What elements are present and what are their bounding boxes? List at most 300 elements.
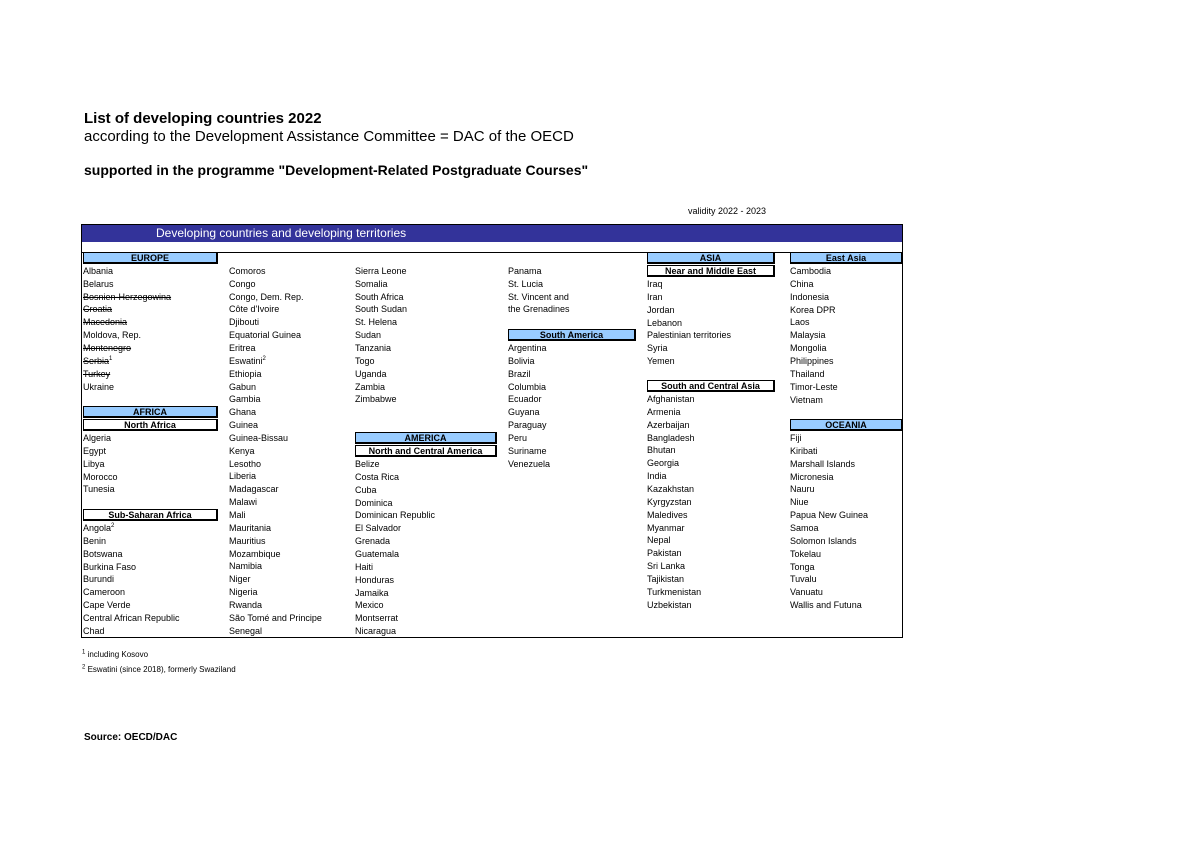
- list-item: St. Vincent and: [508, 291, 569, 302]
- list-item: [647, 304, 675, 317]
- country-name: Turkey: [83, 368, 111, 379]
- list-item: [647, 444, 676, 457]
- country-name: Malawi: [229, 497, 258, 508]
- country-name: Columbia: [508, 381, 547, 392]
- list-item: [83, 303, 112, 316]
- country-name: Uganda: [355, 368, 387, 379]
- list-item: [229, 265, 266, 278]
- list-item: [790, 304, 836, 317]
- list-item: [790, 483, 815, 496]
- list-item: [790, 265, 831, 278]
- country-name: Cape Verde: [83, 600, 131, 611]
- subregion-header-sub-saharan-africa: Sub-Saharan Africa: [83, 509, 218, 521]
- country-name: Lesotho: [229, 458, 262, 469]
- country-name: Sudan: [355, 330, 382, 341]
- country-name: Tuvalu: [790, 574, 817, 585]
- country-name: Burkina Faso: [83, 561, 137, 572]
- list-item: [83, 355, 112, 368]
- list-item: [647, 278, 663, 291]
- list-item: [355, 497, 393, 510]
- list-item: [83, 625, 105, 638]
- list-item: [647, 586, 701, 599]
- list-item: [229, 342, 256, 355]
- list-item: [790, 394, 823, 407]
- country-name: Uzbekistan: [647, 599, 692, 610]
- country-name: Maledives: [647, 509, 688, 520]
- country-name: Ukraine: [83, 381, 115, 392]
- list-item: [508, 458, 550, 471]
- programme-line: supported in the programme "Development-Related Postgraduate Courses": [84, 162, 589, 178]
- list-item: [647, 509, 688, 522]
- country-name: Thailand: [790, 368, 825, 379]
- country-name: Guatemala: [355, 548, 400, 559]
- country-name: Morocco: [83, 471, 118, 482]
- country-name: Benin: [83, 535, 107, 546]
- region-header-africa: AFRICA: [83, 406, 218, 418]
- list-item: [790, 586, 823, 599]
- country-name: South Africa: [355, 291, 404, 302]
- country-name: Guyana: [508, 407, 540, 418]
- list-item: [790, 522, 819, 535]
- country-name: Brazil: [508, 368, 531, 379]
- list-item: [790, 355, 834, 368]
- country-name: Belarus: [83, 278, 114, 289]
- list-item: [355, 381, 385, 394]
- subregion-header-north-central-america: North and Central America: [355, 445, 497, 457]
- subregion-header-north-africa: North Africa: [83, 419, 218, 431]
- list-item: St. Lucia: [508, 278, 544, 289]
- list-item: [790, 291, 829, 304]
- document-subtitle: according to the Development Assistance Committee = DAC of the OECD: [84, 128, 574, 145]
- country-name: Mauritania: [229, 522, 272, 533]
- list-item: [355, 599, 384, 612]
- country-name: Senegal: [229, 625, 263, 636]
- country-name: El Salvador: [355, 523, 402, 534]
- list-item: [83, 548, 123, 561]
- country-name: Bosnien-Herzegowina: [83, 291, 172, 302]
- list-item: [647, 534, 671, 547]
- country-name: Madagascar: [229, 484, 279, 495]
- list-item: [83, 535, 106, 548]
- list-item: [647, 573, 684, 586]
- list-item: [508, 381, 546, 394]
- region-header-america: AMERICA: [355, 432, 497, 444]
- country-name: Zambia: [355, 381, 386, 392]
- country-name: Botswana: [83, 548, 123, 559]
- list-item: [83, 265, 113, 278]
- list-item: [355, 535, 390, 548]
- list-item: [229, 303, 279, 316]
- country-name: Kyrgyzstan: [647, 496, 692, 507]
- region-header-oceania: OCEANIA: [790, 419, 903, 431]
- list-item: [229, 419, 258, 432]
- country-name: Mozambique: [229, 548, 281, 559]
- list-item: [229, 535, 266, 548]
- country-name: Serbia: [83, 355, 110, 366]
- country-name: Cambodia: [790, 266, 832, 276]
- list-item: [83, 342, 131, 355]
- country-name: Peru: [508, 432, 528, 443]
- country-name: Mauritius: [229, 535, 266, 546]
- list-item: [83, 316, 127, 329]
- country-name: Paraguay: [508, 420, 547, 431]
- list-item: [790, 278, 814, 291]
- country-name: Suriname: [508, 445, 547, 456]
- list-item: [647, 560, 685, 573]
- country-name: Kiribati: [790, 445, 818, 456]
- country-name: Korea DPR: [790, 304, 836, 315]
- country-name: São Tomé and Principe: [229, 612, 322, 623]
- list-item: [647, 599, 692, 612]
- list-item: [355, 355, 375, 368]
- table-banner: Developing countries and developing territories: [82, 225, 902, 242]
- validity-note: validity 2022 - 2023: [688, 206, 767, 216]
- country-name: Cuba: [355, 484, 377, 495]
- country-name: Grenada: [355, 536, 391, 547]
- country-name: Gambia: [229, 394, 261, 405]
- list-item: [229, 432, 288, 445]
- list-item: [83, 561, 136, 574]
- country-name: Armenia: [647, 406, 681, 417]
- list-item: [790, 496, 809, 509]
- country-name: Central African Republic: [83, 612, 180, 623]
- list-item: [790, 548, 821, 561]
- list-item: [647, 291, 663, 304]
- country-name: Solomon Islands: [790, 535, 857, 546]
- country-name: Vietnam: [790, 394, 823, 405]
- country-name: Congo: [229, 278, 256, 289]
- country-name: Libya: [83, 458, 105, 469]
- footnote-mark: 2: [82, 664, 86, 671]
- country-name: Ghana: [229, 407, 257, 418]
- country-name: Liberia: [229, 471, 257, 482]
- list-item: [229, 496, 257, 509]
- country-name: Rwanda: [229, 599, 263, 610]
- country-name: Honduras: [355, 574, 395, 585]
- list-item: [83, 458, 105, 471]
- country-name: Nauru: [790, 484, 815, 495]
- list-item: [355, 574, 394, 587]
- list-item: [647, 483, 694, 496]
- list-item: the Grenadines: [508, 304, 570, 315]
- list-item: [790, 381, 838, 394]
- list-item: [508, 419, 547, 432]
- list-item: [83, 432, 111, 445]
- list-item: [790, 316, 810, 329]
- country-name: Argentina: [508, 343, 547, 353]
- country-name: Timor-Leste: [790, 381, 838, 392]
- footnote-ref: 1: [109, 355, 113, 362]
- country-name: Vanuatu: [790, 587, 823, 598]
- subregion-header-south-central-asia: South and Central Asia: [647, 380, 775, 392]
- list-item: [790, 561, 815, 574]
- list-item: [647, 329, 731, 342]
- country-name: Eswatini: [229, 355, 263, 366]
- country-name: Nigeria: [229, 587, 258, 598]
- list-item: [229, 548, 281, 561]
- country-name: Moldova, Rep.: [83, 330, 142, 341]
- list-item: [647, 419, 690, 432]
- country-name: Congo, Dem. Rep.: [229, 291, 304, 302]
- list-item: [355, 278, 388, 291]
- country-name: Equatorial Guinea: [229, 330, 302, 341]
- list-item: [790, 432, 802, 445]
- country-name: Nepal: [647, 535, 671, 546]
- list-item: [83, 522, 114, 535]
- subregion-header-south-america: South America: [508, 329, 636, 341]
- list-item: [790, 458, 855, 471]
- list-item: [647, 496, 692, 509]
- list-item: [229, 368, 262, 381]
- country-name: Gabun: [229, 381, 257, 392]
- list-item: [647, 393, 695, 406]
- list-item: [355, 368, 387, 381]
- country-name: Niger: [229, 574, 251, 585]
- footnote-1: [82, 650, 148, 659]
- country-name: Montenegro: [83, 342, 132, 353]
- list-item: [790, 368, 825, 381]
- region-header-east-asia: East Asia: [790, 252, 903, 264]
- list-item: [790, 573, 817, 586]
- country-name: Albania: [83, 265, 114, 276]
- country-name: St. Helena: [355, 317, 398, 328]
- country-name: Sierra Leone: [355, 265, 407, 276]
- list-item: [83, 471, 118, 484]
- list-item: [229, 316, 259, 329]
- country-name: Kazakhstan: [647, 483, 695, 494]
- footnote-mark: 1: [82, 649, 86, 656]
- list-item: [508, 406, 540, 419]
- country-name: Samoa: [790, 522, 819, 533]
- country-name: Burundi: [83, 574, 115, 585]
- country-name: Somalia: [355, 278, 388, 289]
- list-item: [355, 509, 435, 522]
- footnote-text: Eswatini (since 2018), formerly Swaziland: [87, 665, 236, 674]
- country-name: Mali: [229, 510, 246, 520]
- list-item: [83, 381, 114, 394]
- list-item: [355, 265, 407, 278]
- country-name: Eritrea: [229, 342, 256, 353]
- list-item: [83, 483, 115, 496]
- country-name: Montserrat: [355, 613, 399, 624]
- country-name: Côte d'Ivoire: [229, 304, 280, 315]
- country-name: Bolivia: [508, 355, 535, 366]
- list-item: [355, 303, 407, 316]
- country-name: Iran: [647, 291, 663, 302]
- list-item: [229, 625, 262, 638]
- list-item: [790, 329, 826, 342]
- list-item: [790, 445, 818, 458]
- country-name: Wallis and Futuna: [790, 600, 862, 611]
- country-name: Malaysia: [790, 330, 826, 341]
- list-item: [508, 355, 535, 368]
- list-item: [83, 573, 114, 586]
- country-name: Tajikistan: [647, 573, 685, 584]
- list-item: [508, 368, 531, 381]
- subregion-header-near-middle-east: Near and Middle East: [647, 265, 775, 277]
- country-name: Sri Lanka: [647, 561, 686, 572]
- region-header-asia: ASIA: [647, 252, 775, 264]
- list-item: [647, 457, 679, 470]
- list-item: [229, 458, 261, 471]
- list-item: [355, 612, 398, 625]
- country-name: Togo: [355, 355, 375, 366]
- country-name: Nicaragua: [355, 626, 397, 637]
- country-name: Afghanistan: [647, 394, 695, 404]
- list-item: [355, 329, 381, 342]
- country-name: Guinea-Bissau: [229, 432, 289, 443]
- list-item: [229, 393, 261, 406]
- country-name: Mongolia: [790, 343, 827, 354]
- list-item: [508, 393, 542, 406]
- country-name: Syria: [647, 343, 668, 354]
- country-name: Bhutan: [647, 445, 676, 456]
- list-item: [229, 445, 255, 458]
- document-title: List of developing countries 2022: [84, 110, 322, 127]
- country-name: India: [647, 471, 667, 482]
- list-item: [355, 316, 397, 329]
- list-item: [83, 599, 131, 612]
- list-item: [83, 278, 114, 291]
- list-item: [508, 432, 527, 445]
- list-item: [355, 393, 397, 406]
- country-table: [81, 224, 903, 638]
- list-item: [508, 342, 547, 355]
- country-name: Ecuador: [508, 394, 542, 405]
- footnote-text: including Kosovo: [87, 650, 149, 659]
- country-name: Jamaika: [355, 587, 389, 598]
- country-name: Mexico: [355, 600, 384, 611]
- list-item: [83, 612, 180, 625]
- country-name: Pakistan: [647, 548, 682, 559]
- source-note: Source: OECD/DAC: [84, 732, 178, 743]
- country-name: Comoros: [229, 265, 266, 276]
- list-item: [355, 458, 380, 471]
- list-item: [647, 406, 681, 419]
- list-item: [355, 471, 399, 484]
- country-name: Bangladesh: [647, 432, 695, 443]
- country-name: Egypt: [83, 445, 107, 456]
- country-name: Jordan: [647, 304, 675, 315]
- country-name: Philippines: [790, 355, 834, 366]
- country-name: Niue: [790, 497, 809, 508]
- list-item: [229, 291, 304, 304]
- list-item: [508, 445, 547, 458]
- list-item: [83, 291, 171, 304]
- country-name: Azerbaijan: [647, 419, 690, 430]
- country-name: Dominican Republic: [355, 510, 436, 521]
- list-item: [229, 278, 256, 291]
- country-name: Tokelau: [790, 548, 822, 559]
- footnote-2: [82, 665, 236, 674]
- region-header-europe: EUROPE: [83, 252, 218, 264]
- country-name: Micronesia: [790, 471, 834, 482]
- list-item: [229, 586, 258, 599]
- country-name: Indonesia: [790, 291, 830, 302]
- footnote-ref: 2: [262, 355, 266, 362]
- country-name: Algeria: [83, 433, 112, 443]
- country-name: Tanzania: [355, 342, 392, 353]
- list-item: [647, 547, 682, 560]
- list-item: [229, 406, 256, 419]
- list-item: [790, 342, 827, 355]
- list-item: [647, 432, 695, 445]
- list-item: [355, 625, 396, 638]
- country-name: Cameroon: [83, 587, 126, 598]
- country-name: Belize: [355, 459, 380, 469]
- list-item: [790, 599, 862, 612]
- list-item: [355, 342, 391, 355]
- list-item: [355, 522, 401, 535]
- list-item: [229, 599, 262, 612]
- country-name: Venezuela: [508, 458, 551, 469]
- country-name: China: [790, 278, 814, 289]
- country-name: Laos: [790, 317, 810, 328]
- list-item: [355, 291, 404, 304]
- country-name: Croatia: [83, 304, 113, 315]
- country-name: Chad: [83, 625, 105, 636]
- list-item: [229, 329, 301, 342]
- country-name: Palestinian territories: [647, 330, 732, 341]
- list-item: [229, 573, 251, 586]
- list-item: [229, 483, 279, 496]
- list-item: [790, 509, 868, 522]
- list-item: [229, 560, 262, 573]
- list-item: [229, 522, 271, 535]
- list-item: Panama: [508, 265, 542, 276]
- country-name: Fiji: [790, 433, 802, 443]
- country-name: Turkmenistan: [647, 586, 702, 597]
- list-item: [229, 381, 256, 394]
- country-name: Costa Rica: [355, 471, 400, 482]
- list-item: [355, 484, 377, 497]
- country-name: South Sudan: [355, 304, 408, 315]
- country-name: Namibia: [229, 561, 263, 572]
- country-name: Djibouti: [229, 317, 260, 328]
- list-item: [647, 522, 685, 535]
- list-item: [355, 548, 399, 561]
- country-name: Zimbabwe: [355, 394, 397, 405]
- country-name: Marshall Islands: [790, 458, 856, 469]
- country-name: Guinea: [229, 420, 259, 431]
- list-item: [355, 587, 389, 600]
- list-item: [229, 355, 266, 368]
- country-name: Papua New Guinea: [790, 510, 869, 521]
- list-item: [647, 317, 682, 330]
- country-name: Iraq: [647, 279, 663, 289]
- list-item: [790, 471, 834, 484]
- list-item: [229, 509, 246, 522]
- list-item: [83, 445, 106, 458]
- country-name: Lebanon: [647, 317, 683, 328]
- country-name: Dominica: [355, 497, 393, 508]
- list-item: [355, 561, 373, 574]
- list-item: [83, 586, 125, 599]
- list-item: [790, 535, 857, 548]
- country-name: Yemen: [647, 356, 675, 367]
- country-name: Myanmar: [647, 522, 685, 533]
- country-name: Ethiopia: [229, 368, 262, 379]
- list-item: [83, 368, 110, 381]
- footnote-ref: 2: [111, 523, 115, 529]
- country-name: Tonga: [790, 561, 815, 572]
- country-name: Tunesia: [83, 484, 115, 495]
- list-item: [647, 342, 668, 355]
- list-item: [229, 612, 322, 625]
- country-name: Macedonia: [83, 317, 128, 328]
- country-name: Kenya: [229, 445, 255, 456]
- country-name: Haiti: [355, 561, 374, 572]
